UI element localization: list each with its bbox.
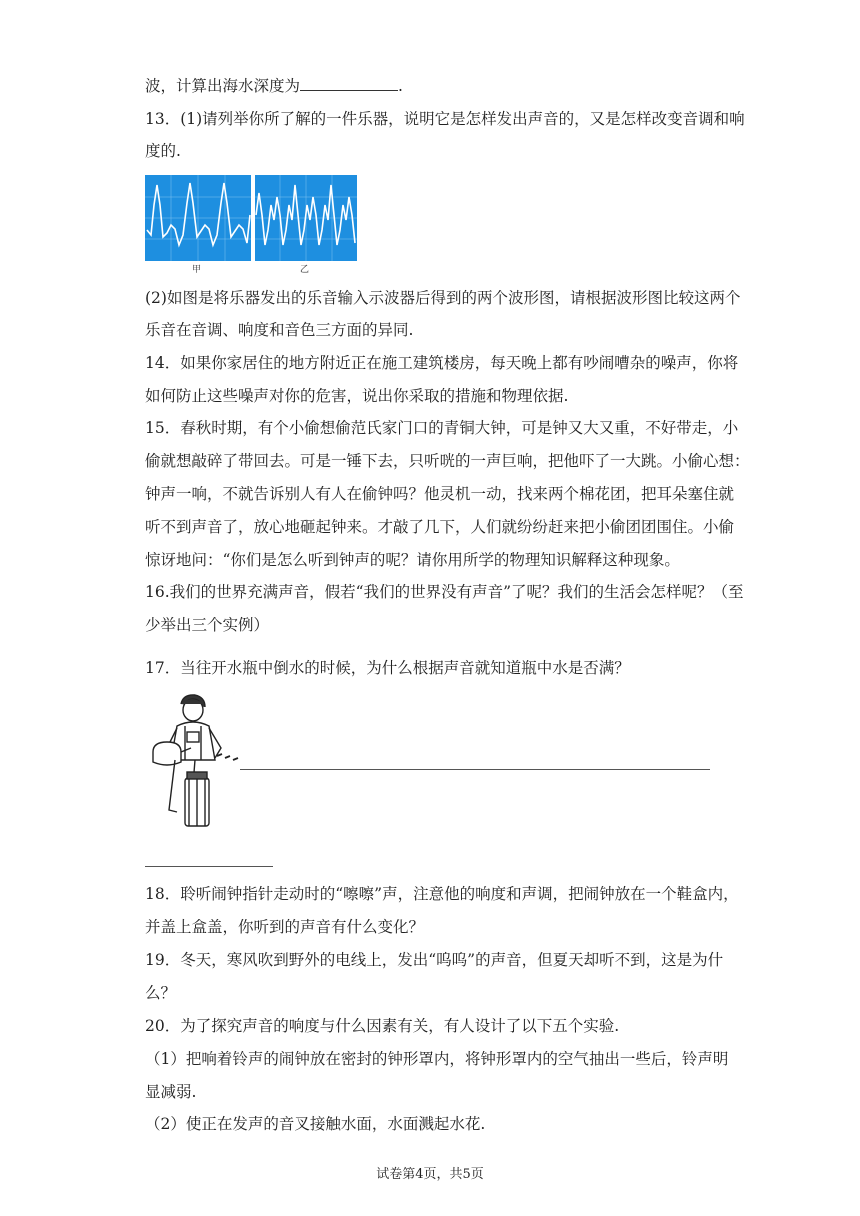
q13-line-2: 度的. <box>145 142 181 160</box>
waveform-jia <box>145 175 251 261</box>
q17-line-1: 17．当往开水瓶中倒水的时候，为什么根据声音就知道瓶中水是否满？ <box>145 659 630 677</box>
q20-line-2: （1）把响着铃声的闹钟放在密封的钟形罩内，将钟形罩内的空气抽出一些后，铃声明 <box>145 1050 729 1068</box>
pouring-water-illustration <box>145 690 240 830</box>
q15-line-3: 钟声一响，不就告诉别人有人在偷钟吗？他灵机一动，找来两个棉花团，把耳朵塞住就 <box>145 485 735 503</box>
q17-answer-line[interactable] <box>240 769 710 770</box>
q12-text: 波，计算出海水深度为 <box>145 77 301 95</box>
waveform-jia-graphic <box>145 175 251 261</box>
q17-answer-line-end[interactable] <box>145 866 273 867</box>
q15-line-1: 15．春秋时期，有个小偷想偷范氏家门口的青铜大钟，可是钟又大又重，不好带走，小 <box>145 419 739 437</box>
answer-blank[interactable] <box>300 76 398 91</box>
q13-line-4: 乐音在音调、响度和音色三方面的异同. <box>145 321 414 339</box>
q14-line-1: 14．如果你家居住的地方附近正在施工建筑楼房，每天晚上都有吵闹嘈杂的噪声，你将 <box>145 354 739 372</box>
q15-line-4: 听不到声音了，放心地砸起钟来。才敲了几下，人们就纷纷赶来把小偷团团围住。小偷 <box>145 518 735 536</box>
q15-line-2: 偷就想敲碎了带回去。可是一锤下去，只听咣的一声巨响，把他吓了一大跳。小偷心想： <box>145 452 750 470</box>
q18-line-2: 并盖上盒盖，你听到的声音有什么变化？ <box>145 918 425 936</box>
q14-line-2: 如何防止这些噪声对你的危害，说出你采取的措施和物理依据. <box>145 387 569 405</box>
q20-line-1: 20．为了探究声音的响度与什么因素有关，有人设计了以下五个实验. <box>145 1017 620 1035</box>
q19-line-1: 19．冬天，寒风吹到野外的电线上，发出“呜呜”的声音，但夏天却听不到，这是为什 <box>145 951 724 969</box>
q13-line-1: 13．(1)请列举你所了解的一件乐器，说明它是怎样发出声音的，又是怎样改变音调和响 <box>145 110 745 128</box>
boy-thermos-drawing <box>145 690 240 830</box>
q12-period: . <box>398 77 403 95</box>
q20-line-3: 显减弱. <box>145 1083 197 1101</box>
q16-line-1: 16.我们的世界充满声音，假若“我们的世界没有声音”了呢？我们的生活会怎样呢？（至 <box>145 583 744 601</box>
q19-line-2: 么？ <box>145 984 177 1002</box>
waveform-jia-label: 甲 <box>192 265 202 275</box>
q16-line-2: 少举出三个实例） <box>145 616 270 634</box>
q18-line-1: 18．聆听闹钟指针走动时的“嚓嚓”声，注意他的响度和声调，把闹钟放在一个鞋盒内， <box>145 885 739 903</box>
q13-line-3: (2)如图是将乐器发出的乐音输入示波器后得到的两个波形图，请根据波形图比较这两个 <box>145 289 741 307</box>
waveform-yi-label: 乙 <box>300 265 310 275</box>
waveform-yi <box>255 175 357 261</box>
waveform-yi-graphic <box>255 175 357 261</box>
q15-line-5: 惊讶地问：“你们是怎么听到钟声的呢？请你用所学的物理知识解释这种现象。 <box>145 551 680 569</box>
q12-continuation <box>145 76 720 96</box>
q20-line-4: （2）使正在发声的音叉接触水面，水面溅起水花. <box>145 1115 486 1133</box>
page-footer: 试卷第4页，共5页 <box>376 1167 484 1182</box>
